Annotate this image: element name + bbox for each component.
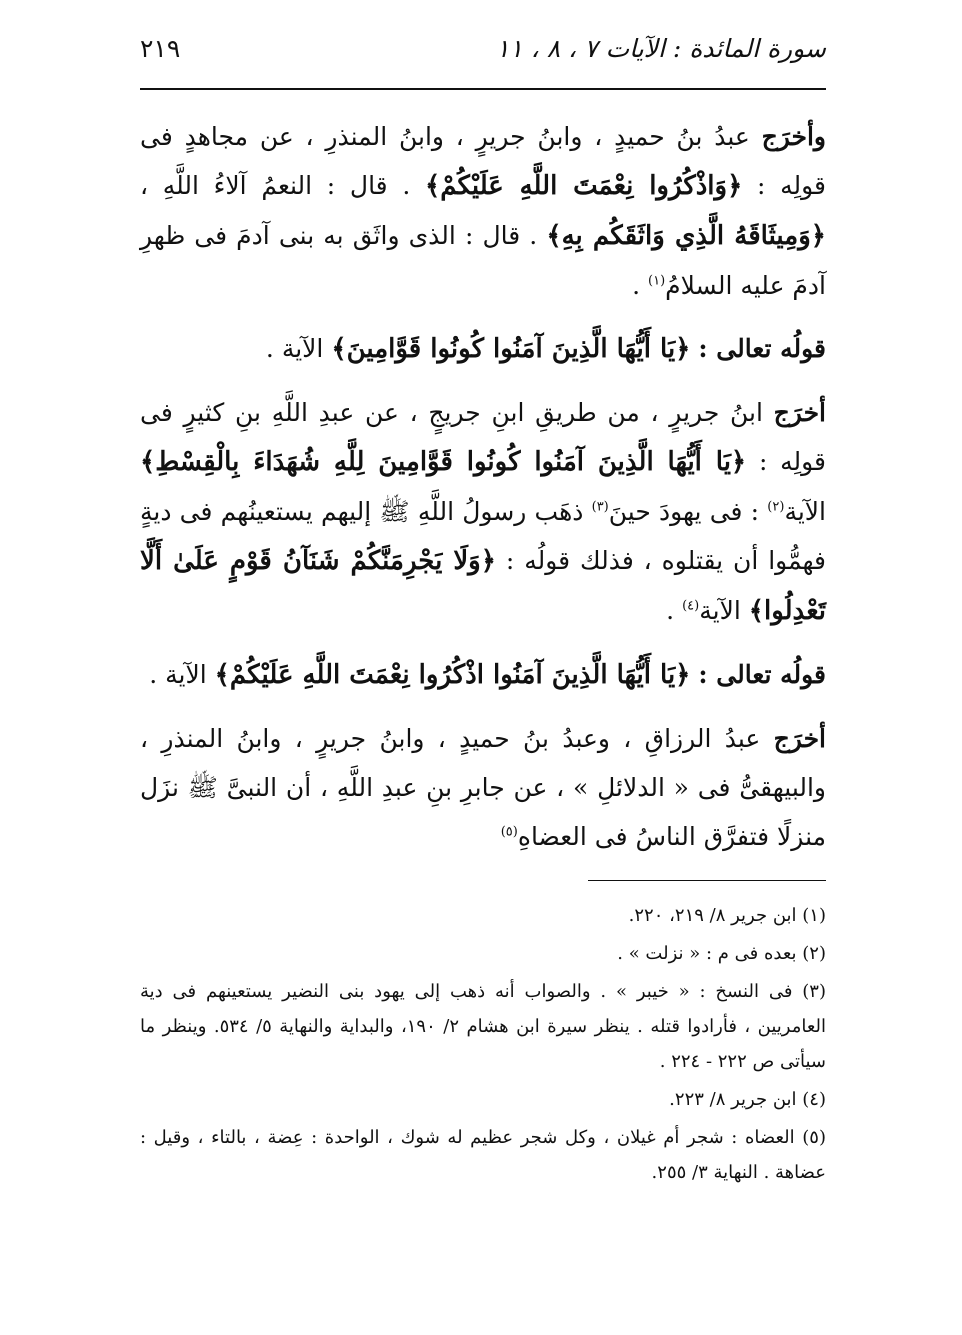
paragraph-lead: أخرَج (773, 398, 826, 427)
paragraph-lead: قولُه تعالى : (698, 334, 826, 363)
paragraph-3 (140, 388, 826, 636)
footnote: (٣) فى النسخ : « خيبر » . والصواب أنه ذهب إلى يهود بنى النضير يستعينهم فى دية العامريين ، فأرادوا قتله . ينظر سيرة ابن هشام ٢/ ١٩٠، والبداية والنهاية ٥/ ٥٣٤. وينظر ما سيأتى ص ٢٢٢ - ٢٢٤ . (140, 981, 827, 1072)
footnote: (٤) ابن جرير ٨/ ٢٢٣. (669, 1089, 826, 1110)
paragraph-text: . قال : النعمُ آلاءُ اللَّهِ ، (140, 171, 411, 200)
quran-verse: ﴿وَلَا يَجْرِمَنَّكُمْ شَنَآنُ قَوْمٍ عَلَىٰ أَلَّا تَعْدِلُوا﴾ (140, 546, 826, 626)
paragraph-text: الآية (699, 596, 741, 625)
running-header (140, 34, 826, 74)
running-title: سورة المائدة : الآيات ٧ ، ٨ ، ١١ (495, 34, 826, 63)
paragraph-lead: أخرَج (773, 724, 826, 753)
quran-verse: ﴿وَمِيثَاقَهُ الَّذِي وَاثَقَكُم بِهِ﴾ (546, 221, 826, 251)
page-number: ٢١٩ (140, 34, 181, 63)
paragraph-text: . قال : الذى واثَق به بنى آدمَ فى ظهرِ آدمَ عليه السلامُ (140, 221, 826, 300)
footnotes (140, 898, 826, 1193)
footnote-ref: (٢) (767, 499, 785, 515)
paragraph-text: . (666, 596, 683, 625)
footnote: (١) ابن جرير ٨/ ٢١٩، ٢٢٠. (628, 905, 826, 926)
paragraph-text: ابنُ جريرٍ ، من طريقِ ابنِ جريجٍ ، عن عبدِ اللَّهِ بنِ كثيرٍ فى قولِه : (140, 398, 827, 476)
paragraph-text: عبدُ الرزاقِ ، وعبدُ بنُ حميدٍ ، وابنُ جريرٍ ، وابنُ المنذرِ ، والبيهقىُّ فى « الدلائلِ » ، عن جابرِ بنِ عبدِ اللَّهِ ، أن النبىَّ ﷺ نزَل منزلًا فتفرَّق الناسُ فى العضاهِ (140, 724, 826, 851)
paragraph-1 (140, 112, 826, 310)
footnote-rule (588, 880, 826, 881)
footnote-ref: (٤) (682, 598, 700, 614)
paragraph-2 (140, 324, 826, 374)
quran-verse: ﴿يَا أَيُّهَا الَّذِينَ آمَنُوا كُونُوا قَوَّامِينَ لِلَّهِ شُهَدَاءَ بِالْقِسْطِ﴾ (140, 447, 747, 477)
paragraph-text: . (632, 271, 648, 300)
paragraph-text: الآية . (265, 334, 324, 363)
paragraph-text: الآية . (149, 660, 207, 689)
paragraph-5 (140, 714, 826, 861)
quran-verse: ﴿يَا أَيُّهَا الَّذِينَ آمَنُوا كُونُوا قَوَّامِينَ﴾ (331, 334, 691, 364)
main-text (140, 112, 826, 861)
footnote: (٥) العضاه : شجر أم غيلان ، وكل شجر عظيم له شوك ، الواحدة : عِضة ، بالتاء ، وقيل : عضاهة . النهاية ٣/ ٢٥٥. (140, 1127, 826, 1183)
paragraph-text: الآية (784, 497, 827, 526)
paragraph-text: ذهَب رسولُ اللَّهِ ﷺ إليهم يستعينُهم فى ديةٍ فهمُّوا أن يقتلوه ، فذلك قولُه : (140, 497, 827, 575)
paragraph-text: : فى يهودَ حينَ (608, 497, 760, 526)
footnote-ref: (٣) (591, 499, 609, 515)
quran-verse: ﴿يَا أَيُّهَا الَّذِينَ آمَنُوا اذْكُرُوا نِعْمَتَ اللَّهِ عَلَيْكُمْ﴾ (214, 660, 691, 690)
footnote-ref: (١) (648, 273, 666, 289)
header-rule (140, 88, 826, 90)
footnote: (٢) بعده فى م : « نزلت » . (617, 943, 826, 964)
paragraph-lead: قولُه تعالى : (698, 660, 826, 689)
quran-verse: ﴿وَاذْكُرُوا نِعْمَتَ اللَّهِ عَلَيْكُمْ﴾ (424, 171, 743, 201)
footnote-ref: (٥) (500, 824, 518, 840)
paragraph-lead: وأخرَج (761, 122, 826, 151)
paragraph-text: عبدُ بنُ حميدٍ ، وابنُ جريرٍ ، وابنُ المنذرِ ، عن مجاهدٍ فى قولِه : (140, 122, 826, 200)
paragraph-4 (140, 650, 826, 700)
